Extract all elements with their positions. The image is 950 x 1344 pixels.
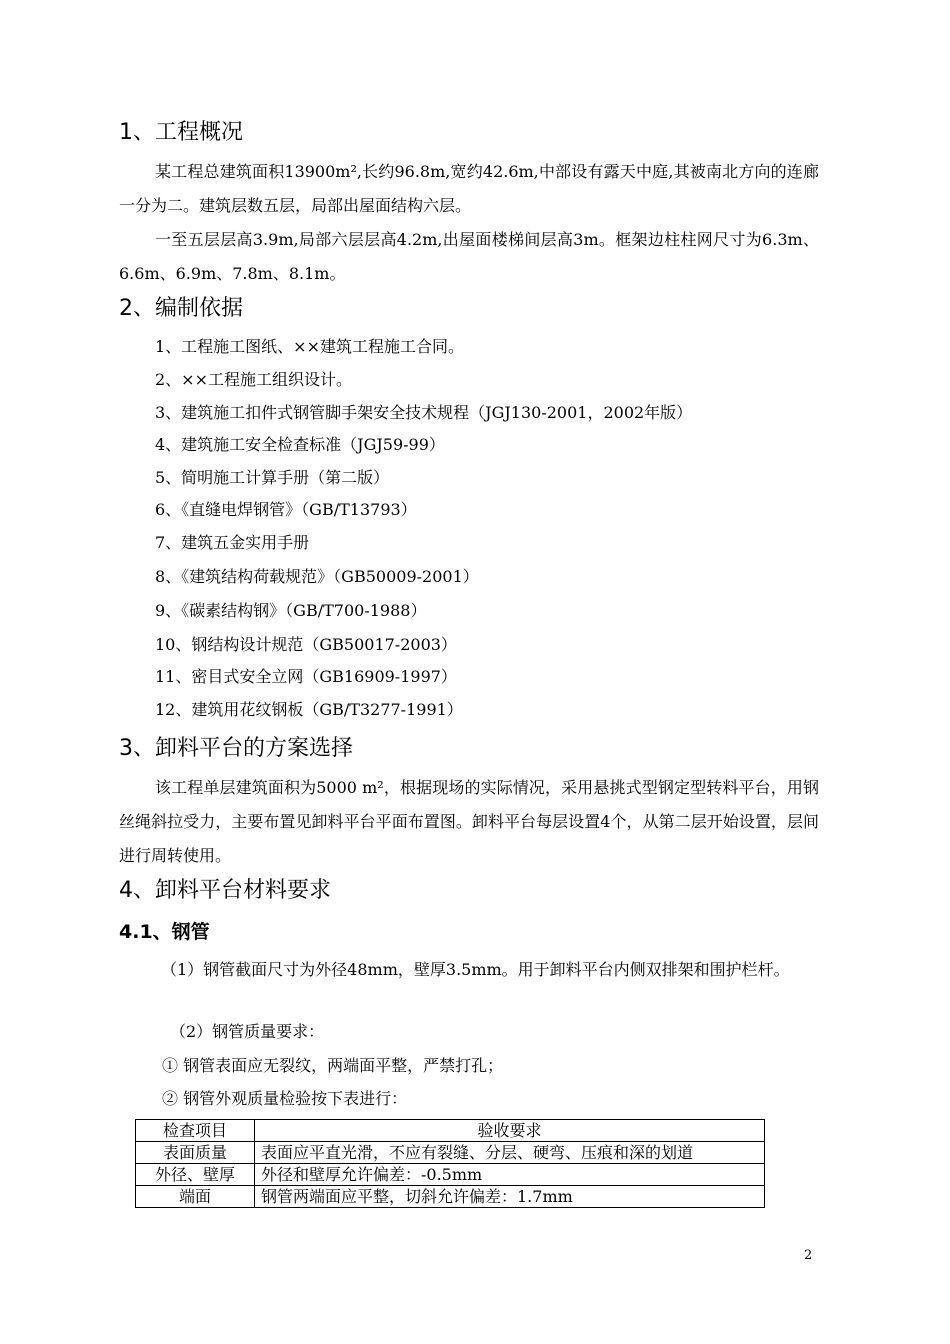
table-header-cell: 检查项目 bbox=[136, 1120, 255, 1142]
table-cell: 钢管两端面应平整，切斜允许偏差：1.7mm bbox=[255, 1186, 765, 1208]
section-3-title: 3、卸料平台的方案选择 bbox=[119, 736, 353, 761]
table-cell: 外径和壁厚允许偏差：-0.5mm bbox=[255, 1164, 765, 1186]
section-4-1-title: 4.1、钢管 bbox=[119, 921, 210, 943]
quality-requirements-heading: （2）钢管质量要求： bbox=[170, 1022, 325, 1041]
section-1-title: 1、工程概况 bbox=[119, 120, 243, 145]
table-cell: 表面应平直光滑，不应有裂缝、分层、硬弯、压痕和深的划道 bbox=[255, 1142, 765, 1164]
section-1-paragraph-2: 一至五层层高3.9m,局部六层层高4.2m,出屋面楼梯间层高3m。框架边柱柱网尺寸为6.3m、6.6m、6.9m、7.8m、8.1m。 bbox=[119, 230, 819, 283]
table-row bbox=[136, 1164, 765, 1186]
table-row bbox=[136, 1186, 765, 1208]
reference-item: 3、建筑施工扣件式钢管脚手架安全技术规程（JGJ130-2001，2002年版） bbox=[155, 403, 693, 422]
quality-requirement-1: ① 钢管表面应无裂纹，两端面平整，严禁打孔； bbox=[162, 1056, 504, 1075]
section-2-title: 2、编制依据 bbox=[119, 296, 243, 321]
reference-item: 9、《碳素结构钢》（GB/T700-1988） bbox=[155, 601, 427, 620]
quality-requirement-2: ② 钢管外观质量检验按下表进行： bbox=[162, 1089, 408, 1108]
reference-item: 10、钢结构设计规范（GB50017-2003） bbox=[155, 635, 457, 654]
reference-item: 8、《建筑结构荷载规范》（GB50009-2001） bbox=[155, 567, 479, 586]
section-4-1-paragraph: （1）钢管截面尺寸为外径48mm，壁厚3.5mm。用于卸料平台内侧双排架和围护栏杆。 bbox=[161, 960, 790, 979]
reference-item: 1、工程施工图纸、××建筑工程施工合同。 bbox=[155, 337, 464, 356]
table-header-cell: 验收要求 bbox=[255, 1120, 765, 1142]
table-cell: 端面 bbox=[136, 1186, 255, 1208]
reference-item: 7、建筑五金实用手册 bbox=[155, 533, 310, 552]
table-row bbox=[136, 1142, 765, 1164]
reference-item: 6、《直缝电焊钢管》（GB/T13793） bbox=[155, 500, 417, 519]
reference-item: 2、××工程施工组织设计。 bbox=[155, 370, 352, 389]
section-3-paragraph: 该工程单层建筑面积为5000 m²，根据现场的实际情况，采用悬挑式型钢定型转料平台，用钢丝绳斜拉受力，主要布置见卸料平台平面布置图。卸料平台每层设置4个，从第二层开始设置，层间进行周转使用。 bbox=[119, 778, 819, 865]
table-cell: 表面质量 bbox=[136, 1142, 255, 1164]
reference-item: 12、建筑用花纹钢板（GB/T3277-1991） bbox=[155, 700, 463, 719]
page-number: 2 bbox=[804, 1248, 813, 1263]
table-header-row bbox=[136, 1120, 765, 1142]
section-1-paragraph-1: 某工程总建筑面积13900m²,长约96.8m,宽约42.6m,中部设有露天中庭,其被南北方向的连廊一分为二。建筑层数五层，局部出屋面结构六层。 bbox=[119, 162, 819, 215]
reference-item: 11、密目式安全立网（GB16909-1997） bbox=[155, 667, 457, 686]
reference-item: 5、简明施工计算手册（第二版） bbox=[155, 468, 390, 487]
section-4-title: 4、卸料平台材料要求 bbox=[119, 878, 331, 903]
inspection-table bbox=[135, 1119, 765, 1208]
table-cell: 外径、壁厚 bbox=[136, 1164, 255, 1186]
reference-item: 4、建筑施工安全检查标准（JGJ59-99） bbox=[155, 435, 445, 454]
